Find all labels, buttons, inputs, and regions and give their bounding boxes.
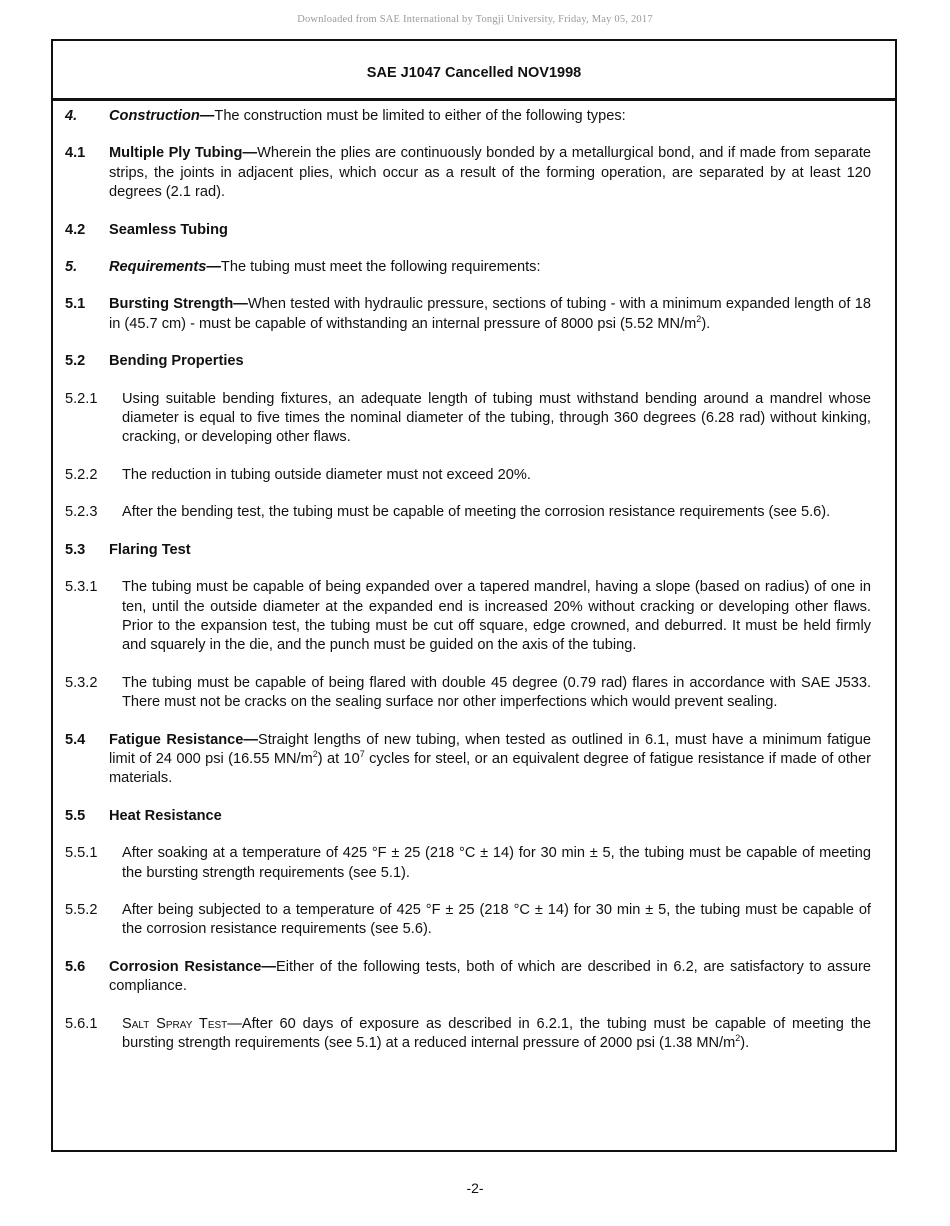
section-number: 5.3.1 bbox=[65, 579, 98, 596]
section-5-3-1 bbox=[65, 578, 871, 656]
section-5-2-1 bbox=[65, 390, 871, 448]
section-5-6 bbox=[65, 958, 871, 997]
section-number: 5.5.2 bbox=[65, 901, 98, 918]
section-number: 5.3.2 bbox=[65, 674, 98, 691]
section-4-2 bbox=[65, 221, 871, 240]
section-title: Salt Spray Test— bbox=[122, 1015, 242, 1032]
section-title: Construction— bbox=[109, 108, 215, 124]
superscript: 2 bbox=[735, 1033, 741, 1043]
section-text: After the bending test, the tubing must be capable of meeting the corrosion resistance requirements (see 5.6). bbox=[122, 504, 831, 521]
section-text: Wherein the plies are continuously bonded by a metallurgical bond, and if made from separate strips, the joints in adjacent plies, which occur as a result of the forming operation, are separated by at least 120 degrees (2.1 rad). bbox=[109, 145, 871, 201]
section-text: Using suitable bending fixtures, an adequate length of tubing must withstand bending around a mandrel whose diameter is equal to five times the nominal diameter of the tubing, through 360 degrees (6.28 rad) without kinking, cracking, or developing other flaws. bbox=[122, 390, 871, 446]
section-4 bbox=[65, 107, 871, 126]
section-number: 5.2.2 bbox=[65, 466, 98, 483]
section-title: Seamless Tubing bbox=[109, 221, 228, 238]
document-header bbox=[53, 41, 895, 101]
section-number: 5.5 bbox=[65, 807, 86, 824]
section-5-3 bbox=[65, 541, 871, 560]
superscript: 2 bbox=[312, 748, 318, 759]
section-title: Bending Properties bbox=[109, 353, 244, 370]
section-text: When tested with hydraulic pressure, sections of tubing - with a minimum expanded length of 18 in (45.7 cm) - must be capable of withstanding an internal pressure of 8000 psi (5.52 MN/m bbox=[109, 296, 871, 332]
section-5-2-2 bbox=[65, 466, 871, 485]
document-title: SAE J1047 Cancelled NOV1998 bbox=[366, 64, 582, 81]
section-5 bbox=[65, 258, 871, 277]
section-text: After soaking at a temperature of 425 °F ± 25 (218 °C ± 14) for 30 min ± 5, the tubing must be capable of meeting the bursting strength requirements (see 5.1). bbox=[122, 845, 871, 881]
section-5-5 bbox=[65, 807, 871, 826]
section-number: 5.2.3 bbox=[65, 504, 98, 521]
section-number: 5.6 bbox=[65, 958, 86, 975]
section-number: 5.2.1 bbox=[65, 390, 98, 407]
section-5-4 bbox=[65, 731, 871, 789]
section-number: 4.1 bbox=[65, 145, 86, 162]
section-text: After being subjected to a temperature of 425 °F ± 25 (218 °C ± 14) for 30 min ± 5, the tubing must be capable of the corrosion resistance requirements (see 5.6). bbox=[122, 901, 871, 938]
section-text: Either of the following tests, both of which are described in 6.2, are satisfactory to assure compliance. bbox=[109, 958, 871, 995]
section-text: ) at 10 bbox=[317, 750, 360, 767]
section-title: Bursting Strength— bbox=[109, 296, 248, 313]
section-number: 5. bbox=[65, 259, 78, 276]
section-5-6-1 bbox=[65, 1015, 871, 1054]
section-5-5-2 bbox=[65, 901, 871, 940]
section-5-2-3 bbox=[65, 503, 871, 522]
section-number: 5.6.1 bbox=[65, 1015, 98, 1032]
superscript: 2 bbox=[696, 313, 702, 324]
superscript: 7 bbox=[359, 748, 365, 759]
section-title: Fatigue Resistance— bbox=[109, 731, 258, 748]
document-frame bbox=[51, 39, 897, 1152]
section-5-1 bbox=[65, 295, 871, 334]
section-number: 5.4 bbox=[65, 731, 86, 748]
section-text-tail: ). bbox=[701, 315, 711, 332]
section-number: 5.3 bbox=[65, 541, 86, 558]
section-text: The construction must be limited to either of the following types: bbox=[214, 108, 626, 124]
section-5-3-2 bbox=[65, 674, 871, 713]
section-number: 4. bbox=[65, 108, 78, 124]
section-number: 5.1 bbox=[65, 296, 86, 313]
section-text: The tubing must meet the following requirements: bbox=[220, 259, 541, 276]
section-text: The tubing must be capable of being flared with double 45 degree (0.79 rad) flares in accordance with SAE J533. There must not be cracks on the sealing surface nor other imperfections which would prevent sealing. bbox=[122, 674, 871, 711]
page-number: -2- bbox=[466, 1180, 484, 1196]
section-title: Heat Resistance bbox=[109, 807, 222, 824]
section-text: cycles for steel, or an equivalent degree of fatigue resistance if made of other materials. bbox=[109, 750, 871, 787]
section-number: 5.2 bbox=[65, 353, 86, 370]
section-title: Requirements— bbox=[109, 259, 221, 276]
section-text: The reduction in tubing outside diameter must not exceed 20%. bbox=[122, 466, 531, 483]
section-text-tail: ). bbox=[740, 1035, 750, 1051]
section-text: The tubing must be capable of being expanded over a tapered mandrel, having a slope (based on radius) of one in ten, until the outside diameter at the expanded end is increased 20% without cracking or developing other flaws. Prior to the expansion test, the tubing must be cut off square, edge crowned, and deburred. It must be held firmly and squarely in the die, and the punch must be guided on the axis of the tubing. bbox=[122, 579, 871, 654]
section-number: 5.5.1 bbox=[65, 845, 98, 862]
section-title: Multiple Ply Tubing— bbox=[109, 145, 258, 162]
section-number: 4.2 bbox=[65, 221, 86, 238]
section-4-1 bbox=[65, 144, 871, 202]
download-watermark: Downloaded from SAE International by Tongji University, Friday, May 05, 2017 bbox=[297, 14, 653, 25]
section-5-2 bbox=[65, 352, 871, 371]
section-text: After 60 days of exposure as described in 6.2.1, the tubing must be capable of meeting the bursting strength requirements (see 5.1) at a reduced internal pressure of 2000 psi (1.38 MN/m bbox=[122, 1015, 871, 1051]
document-body bbox=[65, 107, 871, 1071]
section-title: Corrosion Resistance— bbox=[109, 958, 276, 975]
section-title: Flaring Test bbox=[109, 541, 191, 558]
section-5-5-1 bbox=[65, 844, 871, 883]
section-text: Straight lengths of new tubing, when tested as outlined in 6.1, must have a minimum fatigue limit of 24 000 psi (16.55 MN/m bbox=[109, 731, 872, 767]
